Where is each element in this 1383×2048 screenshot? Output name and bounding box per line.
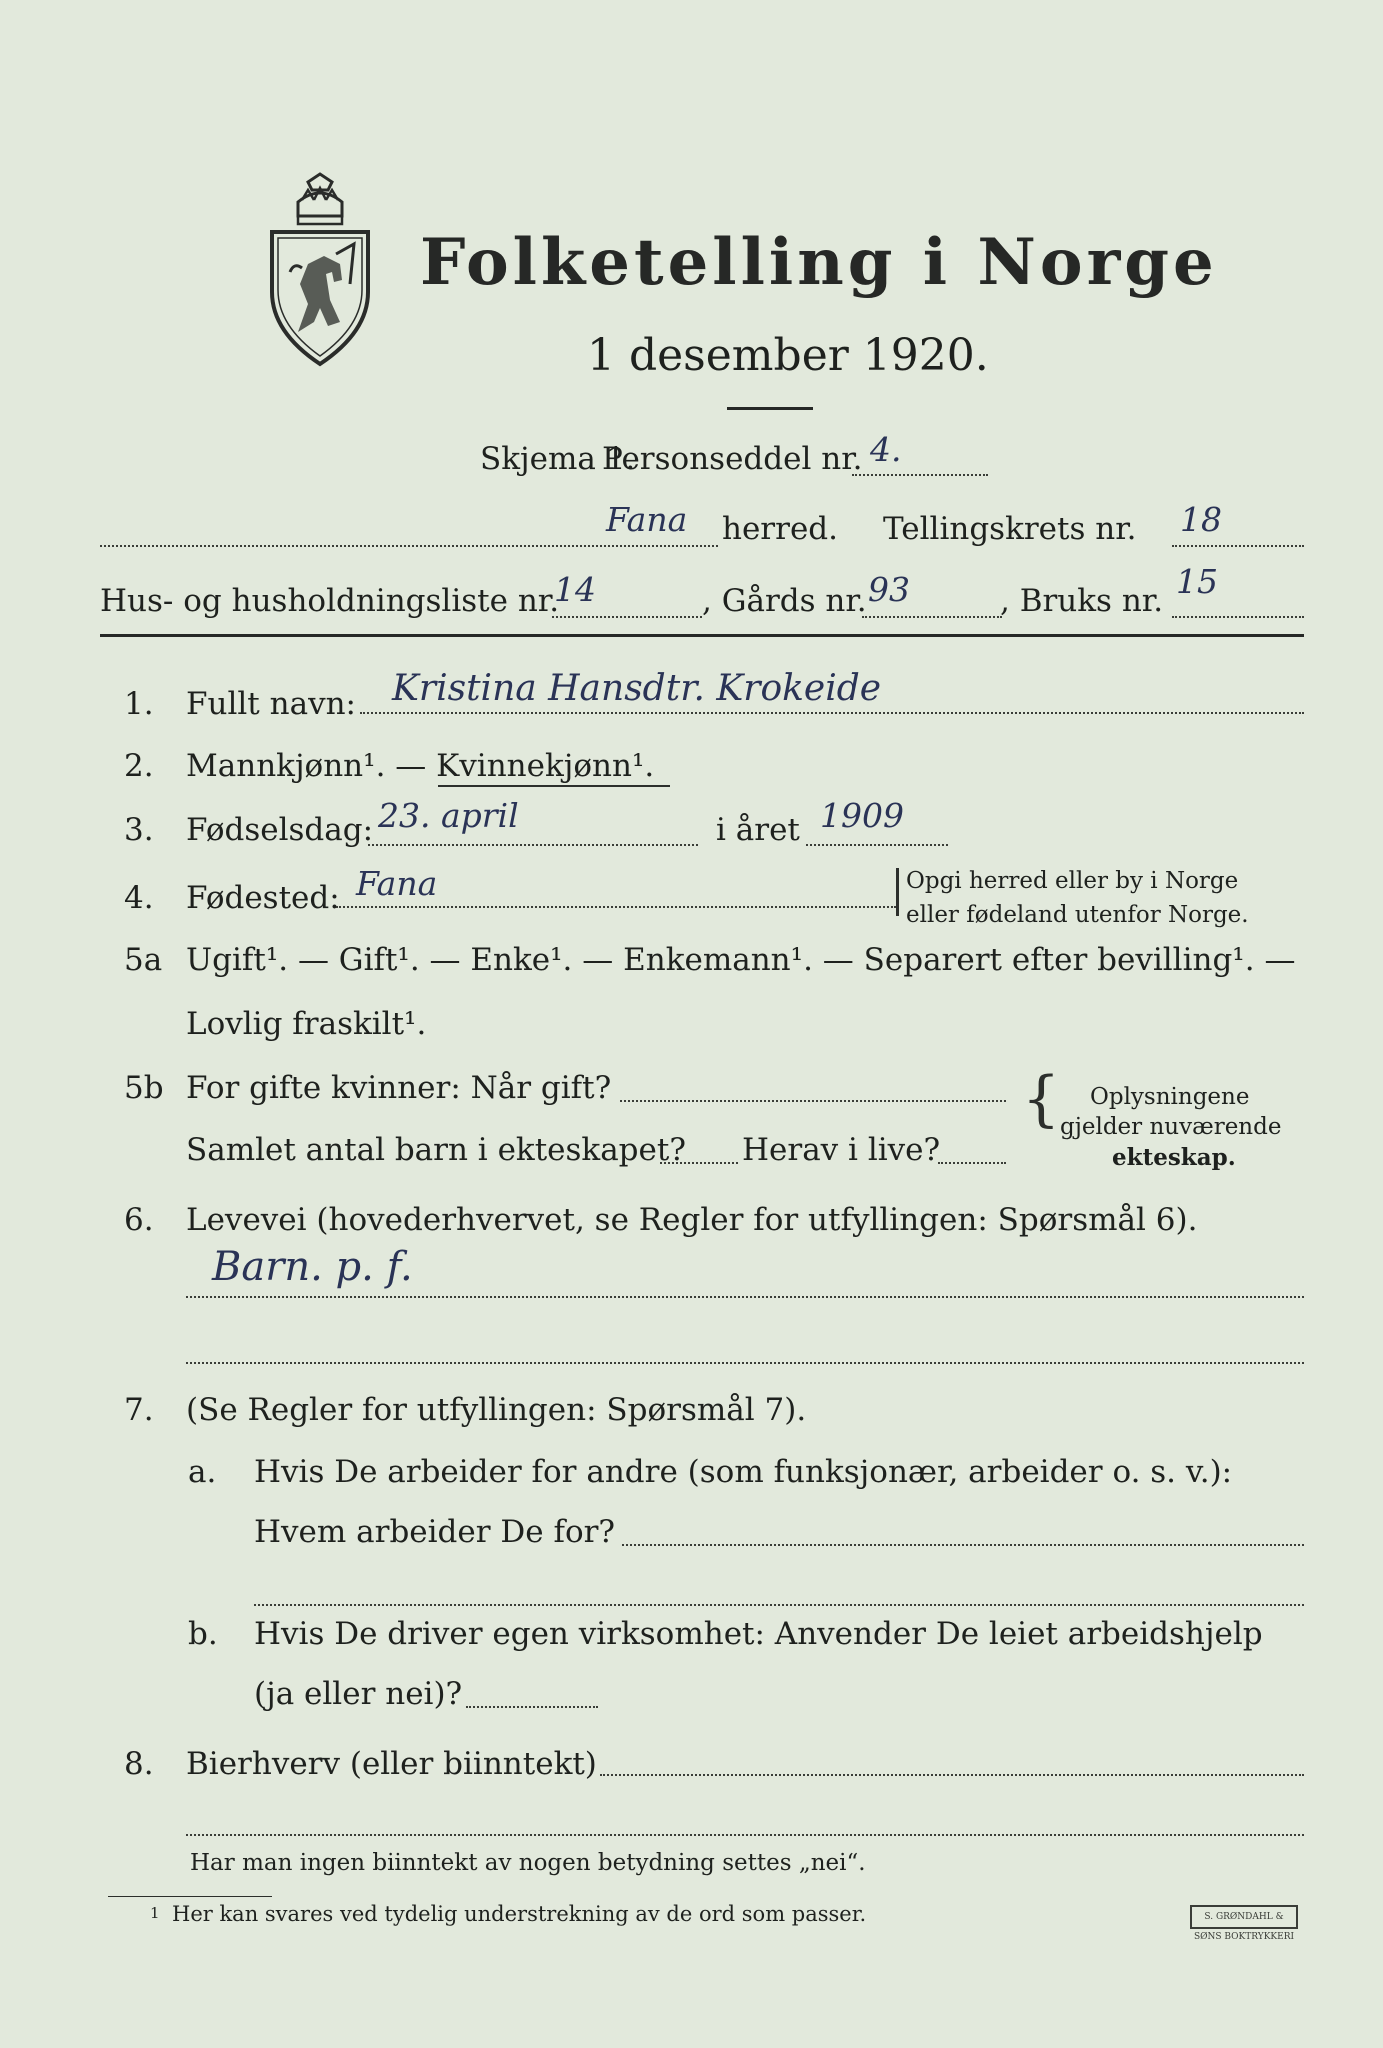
herred-label: herred.: [722, 511, 838, 547]
header-divider: [100, 634, 1304, 637]
q7b-line1: Hvis De driver egen virksomhet: Anvender De leiet arbeidshjelp: [254, 1616, 1263, 1652]
husholdningsliste-value: 14: [554, 570, 596, 609]
q5b-line2a: Samlet antal barn i ekteskapet?: [186, 1132, 686, 1168]
biinntekt-note: Har man ingen biinntekt av nogen betydning settes „nei“.: [190, 1850, 866, 1876]
bruks-label: , Bruks nr.: [1000, 583, 1164, 619]
footnote-mark: 1: [150, 1904, 160, 1922]
q2-number: 2.: [124, 748, 154, 784]
q5b-note-line2: gjelder nuværende: [1060, 1114, 1282, 1140]
gards-value: 93: [868, 570, 910, 609]
q2-label: Mannkjønn¹. — Kvinnekjønn¹.: [186, 748, 655, 784]
footnote-text: Her kan svares ved tydelig understrekning av de ord som passer.: [172, 1902, 867, 1926]
q1-number: 1.: [124, 686, 154, 722]
q5b-number: 5b: [124, 1070, 164, 1106]
bruks-value: 15: [1176, 562, 1218, 601]
q3-birthday-value: 23. april: [378, 796, 519, 835]
q7-number: 7.: [124, 1392, 154, 1428]
title-divider: [727, 407, 813, 410]
q6-label: Levevei (hovederhvervet, se Regler for utfyllingen: Spørsmål 6).: [186, 1202, 1198, 1238]
q7b-line: [466, 1706, 598, 1708]
bruks-line: [1172, 616, 1304, 618]
q8-line: [600, 1774, 1304, 1776]
personseddel-line: [852, 474, 988, 476]
husholdningsliste-line: [552, 616, 702, 618]
q5b-alive-line: [938, 1162, 1006, 1164]
q6-line2: [186, 1362, 1304, 1364]
q8-label: Bierhverv (eller biinntekt): [186, 1746, 597, 1782]
q2-underline-kvinnekjonn: [438, 785, 670, 787]
q6-number: 6.: [124, 1202, 154, 1238]
skjema-label: Skjema 1.: [480, 441, 636, 477]
husholdningsliste-label: Hus- og husholdningsliste nr.: [100, 583, 560, 619]
q5b-note-line1: Oplysningene: [1090, 1084, 1250, 1110]
q5b-married-line: [620, 1100, 1006, 1102]
tellingskrets-label: Tellingskrets nr.: [883, 511, 1137, 547]
personseddel-value: 4.: [870, 430, 902, 469]
q4-label: Fødested:: [186, 880, 340, 916]
printer-stamp: S. GRØNDAHL & SØNS BOKTRYKKERI: [1190, 1905, 1298, 1929]
q5a-line1: Ugift¹. — Gift¹. — Enke¹. — Enkemann¹. — Separert efter bevilling¹. —: [186, 942, 1296, 978]
q3-number: 3.: [124, 812, 154, 848]
q5b-line2b: Herav i live?: [742, 1132, 941, 1168]
q7a-letter: a.: [188, 1454, 217, 1490]
q7a-line1: Hvis De arbeider for andre (som funksjonær, arbeider o. s. v.):: [254, 1454, 1233, 1490]
q4-note-line1: Opgi herred eller by i Norge: [906, 868, 1239, 894]
q7b-letter: b.: [188, 1616, 218, 1652]
q4-birthplace-value: Fana: [356, 864, 438, 903]
q7a-extra-line: [254, 1604, 1304, 1606]
q5b-children-line: [660, 1162, 738, 1164]
q4-note-line2: eller fødeland utenfor Norge.: [906, 902, 1249, 928]
q8-number: 8.: [124, 1746, 154, 1782]
q3-year-label: i året: [716, 812, 800, 848]
q1-full-name-value: Kristina Hansdtr. Krokeide: [392, 668, 882, 709]
herred-value: Fana: [606, 500, 688, 539]
gards-label: , Gårds nr.: [702, 583, 867, 619]
form-title: Folketelling i Norge: [420, 225, 1218, 300]
q6-line1: [186, 1296, 1304, 1298]
norway-coat-of-arms-icon: [268, 172, 372, 368]
q1-line: [360, 712, 1304, 714]
q5a-line2: Lovlig fraskilt¹.: [186, 1006, 427, 1042]
q3-year-line: [806, 844, 948, 846]
q3-label: Fødselsdag:: [186, 812, 374, 848]
q7a-line: [622, 1544, 1304, 1546]
q5a-number: 5a: [124, 942, 163, 978]
q7-label: (Se Regler for utfyllingen: Spørsmål 7).: [186, 1392, 807, 1428]
q1-label: Fullt navn:: [186, 686, 356, 722]
q4-line: [336, 906, 896, 908]
herred-line: [100, 545, 718, 547]
q7a-line2: Hvem arbeider De for?: [254, 1514, 616, 1550]
q7b-line2: (ja eller nei)?: [254, 1676, 463, 1712]
personseddel-label: Personseddel nr.: [602, 441, 863, 477]
tellingskrets-line: [1172, 545, 1304, 547]
tellingskrets-value: 18: [1180, 500, 1222, 539]
q4-number: 4.: [124, 880, 154, 916]
q3-year-value: 1909: [820, 796, 904, 835]
q8-extra-line: [186, 1834, 1304, 1836]
q5b-note-line3: ekteskap.: [1112, 1144, 1236, 1171]
q5b-note-brace: {: [1022, 1064, 1061, 1134]
q6-occupation-value: Barn. p. f.: [212, 1244, 413, 1290]
census-date: 1 desember 1920.: [587, 330, 989, 381]
q4-note-bracket: [896, 868, 899, 916]
gards-line: [862, 616, 1002, 618]
footnote-rule: [108, 1896, 272, 1897]
q5b-line1: For gifte kvinner: Når gift?: [186, 1070, 612, 1106]
q3-line: [368, 844, 698, 846]
